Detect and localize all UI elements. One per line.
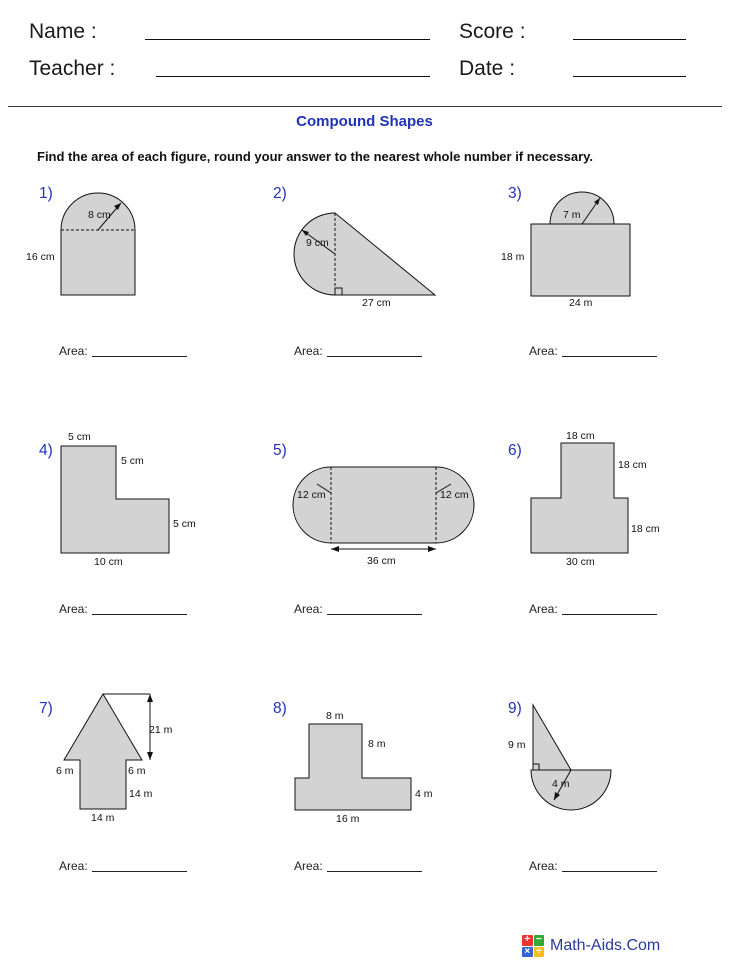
fig2-label-base: 27 cm — [362, 297, 391, 309]
problem-number: 8) — [273, 700, 287, 717]
fig2-label-radius: 9 cm — [306, 237, 329, 249]
teacher-label: Teacher : — [29, 57, 116, 80]
score-label: Score : — [459, 20, 526, 43]
instructions: Find the area of each figure, round your answer to the nearest whole number if necessary. — [37, 149, 594, 164]
fig7-label-stem-width: 14 m — [91, 812, 115, 824]
name-label: Name : — [29, 20, 97, 43]
fig3-label-height: 18 m — [501, 251, 525, 263]
math-aids-logo-icon: + − × ÷ — [522, 935, 544, 957]
problem-number: 3) — [508, 185, 522, 202]
figure-8-inverted-t — [295, 710, 433, 825]
area-answer-3[interactable]: Area: — [529, 344, 657, 358]
problem-number: 1) — [39, 185, 53, 202]
fig6-label-top: 18 cm — [566, 430, 595, 442]
fig6-label-lower-right: 18 cm — [631, 523, 660, 535]
figure-2-semicircle-triangle — [294, 213, 435, 309]
area-answer-4[interactable]: Area: — [59, 602, 187, 616]
figure-4-l-shape — [61, 431, 196, 568]
fig6-label-upper-right: 18 cm — [618, 459, 647, 471]
figure-1-semicircle-rectangle — [26, 193, 135, 295]
fig7-label-triangle-height: 21 m — [149, 724, 173, 736]
fig3-label-width: 24 m — [569, 297, 593, 309]
area-answer-8[interactable]: Area: — [294, 859, 422, 873]
fig1-label-height: 16 cm — [26, 251, 55, 263]
footer-brand[interactable] — [522, 935, 660, 957]
fig4-label-top: 5 cm — [68, 431, 91, 443]
fig8-label-upper-right: 8 m — [368, 738, 386, 750]
problem-number: 6) — [508, 442, 522, 459]
footer-site-name: Math-Aids.Com — [550, 937, 661, 954]
fig5-label-radius-left: 12 cm — [297, 489, 326, 501]
area-answer-5[interactable]: Area: — [294, 602, 422, 616]
figure-7-arrow — [56, 694, 173, 824]
fig9-label-radius: 4 m — [552, 778, 570, 790]
area-answer-6[interactable]: Area: — [529, 602, 657, 616]
fig4-label-inner-vertical: 5 cm — [121, 455, 144, 467]
problem-number: 7) — [39, 700, 53, 717]
area-answer-7[interactable]: Area: — [59, 859, 187, 873]
fig8-label-bottom: 16 m — [336, 813, 360, 825]
date-label: Date : — [459, 57, 516, 80]
area-answer-9[interactable]: Area: — [529, 859, 657, 873]
fig7-label-left-overhang: 6 m — [56, 765, 74, 777]
fig6-label-bottom: 30 cm — [566, 556, 595, 568]
fig4-label-bottom: 10 cm — [94, 556, 123, 568]
fig3-label-radius: 7 m — [563, 209, 581, 221]
page-title: Compound Shapes — [296, 113, 433, 130]
fig5-label-length: 36 cm — [367, 555, 396, 567]
area-answer-2[interactable]: Area: — [294, 344, 422, 358]
fig4-label-right: 5 cm — [173, 518, 196, 530]
problem-number: 5) — [273, 442, 287, 459]
fig7-label-right-overhang: 6 m — [128, 765, 146, 777]
fig8-label-lower-right: 4 m — [415, 788, 433, 800]
fig8-label-top: 8 m — [326, 710, 344, 722]
problem-number: 2) — [273, 185, 287, 202]
figure-5-stadium — [293, 467, 474, 567]
figure-9-triangle-semicircle — [508, 705, 611, 810]
problem-number: 4) — [39, 442, 53, 459]
fig7-label-stem-height: 14 m — [129, 788, 153, 800]
fig5-label-radius-right: 12 cm — [440, 489, 469, 501]
fig1-label-radius: 8 cm — [88, 209, 111, 221]
figure-6-t-shape — [531, 430, 660, 568]
fig9-label-height: 9 m — [508, 739, 526, 751]
area-answer-1[interactable]: Area: — [59, 344, 187, 358]
figure-3-rectangle-semicircle — [501, 192, 630, 309]
problem-number: 9) — [508, 700, 522, 717]
